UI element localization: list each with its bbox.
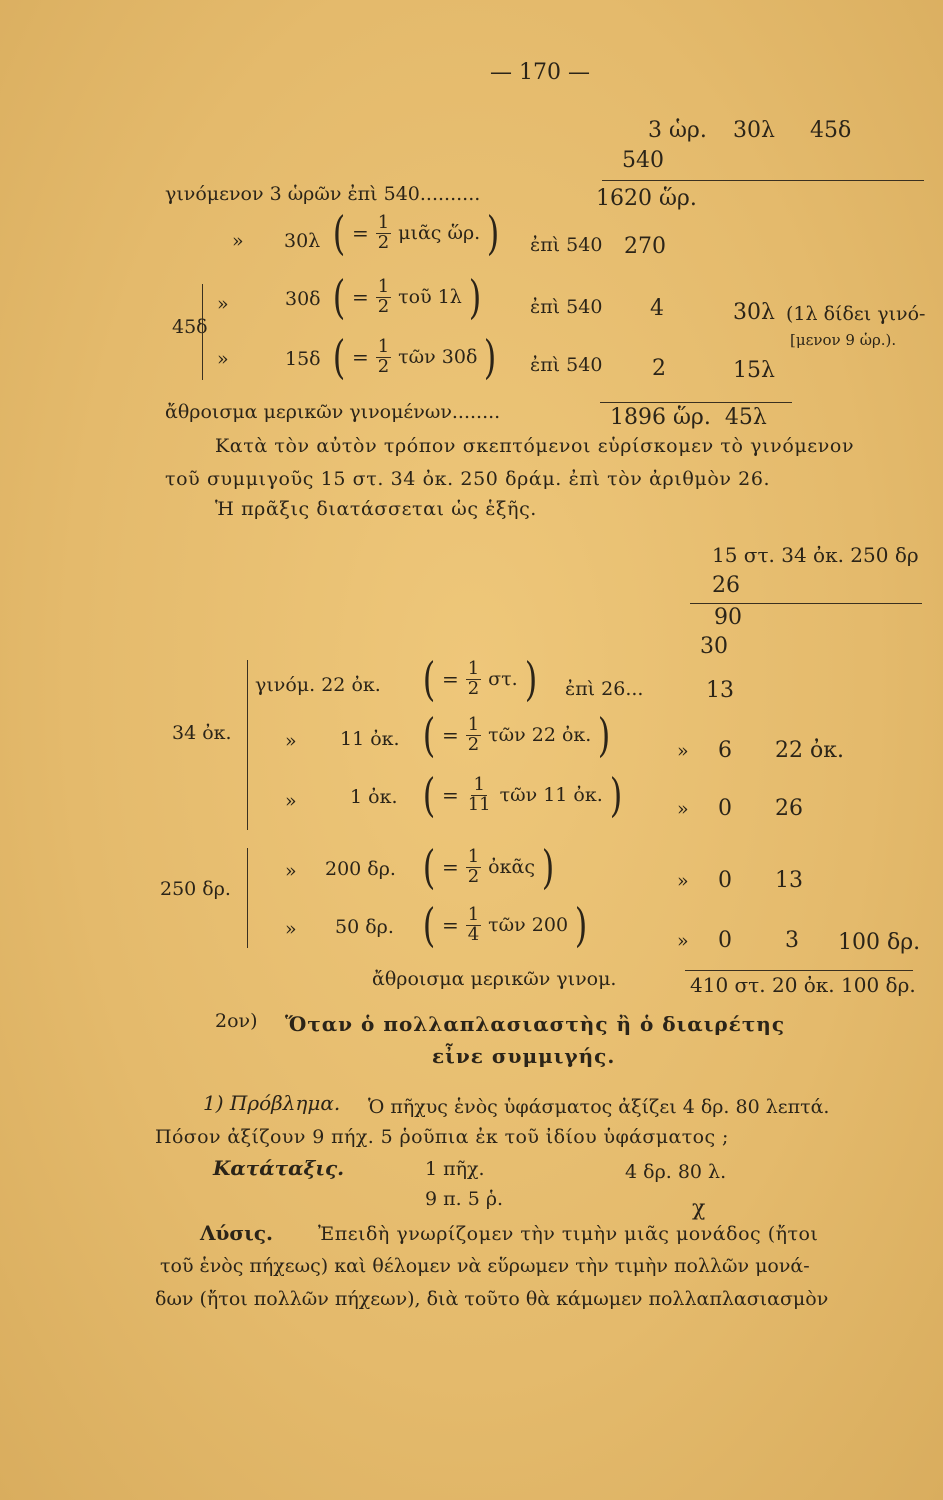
fraction-numerator: 1 (473, 773, 485, 795)
ex2-row4-amount: 200 δρ. (325, 858, 396, 880)
ex2-row2-value: 6 (718, 738, 732, 763)
katataxis-label: Κατάταξις. (213, 1156, 345, 1180)
ex1-side-label: 45δ (172, 316, 208, 338)
ex2-row3-amount: 1 ὀκ. (350, 786, 398, 808)
ex2-row4-value: 0 (718, 868, 732, 893)
problem-line-2: Πόσον ἀξίζουν 9 πήχ. 5 ῥοῦπια ἐκ τοῦ ἰδίου ὑφάσματος ; (155, 1126, 729, 1148)
ex1-row2-fraction: ( = $\frac{1}{2}$ μιᾶς ὥρ. ) (332, 206, 500, 260)
ex2-row5-value: 0 (718, 928, 732, 953)
ex1-row3-by: ἐπὶ 540 (530, 296, 603, 318)
ex2-row5-value3: 100 δρ. (838, 930, 921, 955)
ex1-row4-fraction: ( = $\frac{1}{2}$ τῶν 30δ ) (332, 330, 497, 384)
ex2-partial-2: 30 (700, 634, 728, 659)
fraction-denominator: 2 (377, 231, 390, 253)
ex1-hours: 3 ὡρ. (648, 118, 707, 143)
ex1-row3-amount: 30δ (285, 288, 321, 310)
ex2-partial-1: 90 (714, 605, 742, 630)
ex1-row4-minutes: 15λ (733, 358, 775, 383)
ex2-row3-value2: 26 (775, 796, 803, 821)
ex2-row1-amount: γινόμ. 22 ὀκ. (255, 674, 381, 696)
lysis-line-1: Ἐπειδὴ γνωρίζομεν τὴν τιμὴν μιᾶς μονάδος (ἤτοι (318, 1223, 819, 1245)
ex2-sum-rule (685, 970, 913, 971)
ex2-sum-label: ἄθροισμα μερικῶν γινομ. (372, 968, 617, 990)
ex2-row4-by: » (677, 870, 689, 892)
ex2-row5-mark: » (285, 918, 297, 940)
ex2-row1-value: 13 (706, 678, 734, 703)
lysis-line-2: τοῦ ἑνὸς πήχεως) καὶ θέλομεν νὰ εὕρωμεν τὴν τιμὴν πολλῶν μονά- (160, 1255, 810, 1277)
ex2-row3-value: 0 (718, 796, 732, 821)
para-line-3: Ἡ πρᾶξις διατάσσεται ὡς ἑξῆς. (215, 498, 537, 520)
ex1-row3-fraction: ( = $\frac{1}{2}$ τοῦ 1λ ) (332, 270, 482, 324)
ex2-row2-value2: 22 ὀκ. (775, 738, 844, 763)
fraction-of: τοῦ 1λ (398, 286, 462, 308)
fraction-of: τῶν 22 ὀκ. (488, 724, 592, 746)
problem-line-1: Ὁ πῆχυς ἑνὸς ὑφάσματος ἀξίζει 4 δρ. 80 λεπτά. (368, 1096, 830, 1118)
fraction-of: ὀκᾶς (488, 856, 535, 878)
lysis-line-3: δων (ἤτοι πολλῶν πήχεων), διὰ τοῦτο θὰ κάμωμεν πολλαπλασιασμὸν (155, 1288, 829, 1310)
ex1-sum-label: ἄθροισμα μερικῶν γινομένων........ (165, 401, 501, 423)
katataxis-a1: 1 πῆχ. (425, 1158, 485, 1180)
ex2-row5-fraction: ( = $\frac{1}{4}$ τῶν 200 ) (422, 898, 588, 952)
ex1-rule (602, 180, 924, 181)
fraction-of: στ. (488, 668, 518, 690)
ex2-row2-mark: » (285, 730, 297, 752)
katataxis-b1: 4 δρ. 80 λ. (625, 1161, 727, 1183)
ex1-row2-value: 270 (624, 234, 666, 259)
ex1-row1-value: 1620 ὥρ. (596, 186, 697, 211)
ex1-row4-value: 2 (652, 356, 666, 381)
ex2-row5-amount: 50 δρ. (335, 916, 394, 938)
fraction-numerator: 1 (467, 903, 480, 925)
section2-number: 2ον) (215, 1010, 258, 1032)
ex2-row2-fraction: ( = $\frac{1}{2}$ τῶν 22 ὀκ. ) (422, 708, 611, 762)
ex2-row1-by: ἐπὶ 26... (565, 678, 644, 700)
ex2-row2-by: » (677, 740, 689, 762)
ex1-row2-amount: 30λ (284, 230, 321, 252)
section2-title-2: εἶνε συμμιγής. (432, 1044, 616, 1068)
ex1-row2-by: ἐπὶ 540 (530, 234, 603, 256)
ex2-row2-amount: 11 ὀκ. (340, 728, 400, 750)
fraction-denominator: 2 (377, 295, 390, 317)
ex2-brace-dram (247, 848, 248, 948)
ex1-sum-rule (600, 402, 792, 403)
ex1-row3-value: 4 (650, 296, 664, 321)
katataxis-b2: χ (692, 1196, 706, 1221)
ex2-row4-fraction: ( = $\frac{1}{2}$ ὀκᾶς ) (422, 840, 555, 894)
ex2-sum-value: 410 στ. 20 ὀκ. 100 δρ. (690, 973, 916, 997)
ex1-row4-mark: » (217, 348, 229, 370)
fraction-numerator: 1 (377, 275, 390, 297)
fraction-numerator: 1 (377, 211, 390, 233)
ex2-header: 15 στ. 34 ὀκ. 250 δρ (712, 543, 919, 567)
fraction-of: τῶν 200 (488, 914, 569, 936)
ex1-row4-amount: 15δ (285, 348, 321, 370)
para-line-1: Κατὰ τὸν αὐτὸν τρόπον σκεπτόμενοι εὑρίσκομεν τὸ γινόμενον (215, 435, 855, 457)
fraction-of: τῶν 11 ὀκ. (499, 784, 603, 806)
ex2-row3-fraction: ( = $\frac{1}{11}$ τῶν 11 ὀκ. ) (422, 768, 623, 822)
ex1-row3-note2: [μενον 9 ὡρ.). (790, 331, 897, 349)
fraction-numerator: 1 (467, 713, 480, 735)
katataxis-a2: 9 π. 5 ῥ. (425, 1188, 504, 1210)
ex2-row5-by: » (677, 930, 689, 952)
ex1-row3-note1: (1λ δίδει γινό- (786, 303, 926, 325)
lysis-label: Λύσις. (200, 1221, 273, 1245)
ex1-row3-mark: » (217, 293, 229, 315)
ex2-row4-mark: » (285, 860, 297, 882)
ex1-sum-value: 1896 ὥρ. 45λ (610, 405, 767, 430)
ex2-rule (690, 603, 922, 604)
fraction-of: τῶν 30δ (398, 346, 478, 368)
fraction-denominator: 11 (467, 793, 491, 815)
ex2-row3-by: » (677, 798, 689, 820)
ex2-side-dram: 250 δρ. (160, 878, 231, 900)
ex1-brace (202, 284, 203, 380)
fraction-denominator: 4 (467, 923, 480, 945)
ex1-row3-minutes: 30λ (733, 300, 775, 325)
page-number: — 170 — (490, 60, 590, 85)
ex2-multiplier: 26 (712, 573, 740, 598)
ex2-row3-mark: » (285, 790, 297, 812)
fraction-numerator: 1 (467, 845, 480, 867)
ex1-seconds: 45δ (810, 118, 852, 143)
fraction-numerator: 1 (377, 335, 390, 357)
fraction-denominator: 2 (467, 677, 480, 699)
problem-label: 1) Πρόβλημα. (203, 1091, 341, 1115)
fraction-denominator: 2 (467, 733, 480, 755)
fraction-denominator: 2 (467, 865, 480, 887)
ex1-row1-label: γινόμενον 3 ὡρῶν ἐπὶ 540.......... (165, 183, 481, 205)
ex1-minutes: 30λ (733, 118, 775, 143)
ex1-row2-mark: » (232, 230, 244, 252)
ex2-row1-fraction: ( = $\frac{1}{2}$ στ. ) (422, 652, 537, 706)
ex2-row5-value2: 3 (785, 928, 799, 953)
ex2-row4-value2: 13 (775, 868, 803, 893)
fraction-denominator: 2 (377, 355, 390, 377)
section2-title-1: Ὅταν ὁ πολλαπλασιαστὴς ἢ ὁ διαιρέτης (285, 1012, 786, 1036)
ex1-row4-by: ἐπὶ 540 (530, 354, 603, 376)
ex2-side-oka: 34 ὀκ. (172, 722, 232, 744)
fraction-of: μιᾶς ὥρ. (398, 222, 481, 244)
ex2-brace-oka (247, 660, 248, 830)
para-line-2: τοῦ συμμιγοῦς 15 στ. 34 ὀκ. 250 δράμ. ἐπὶ τὸν ἀριθμὸν 26. (165, 468, 771, 490)
fraction-numerator: 1 (467, 657, 480, 679)
ex1-multiplier: 540 (622, 148, 664, 173)
